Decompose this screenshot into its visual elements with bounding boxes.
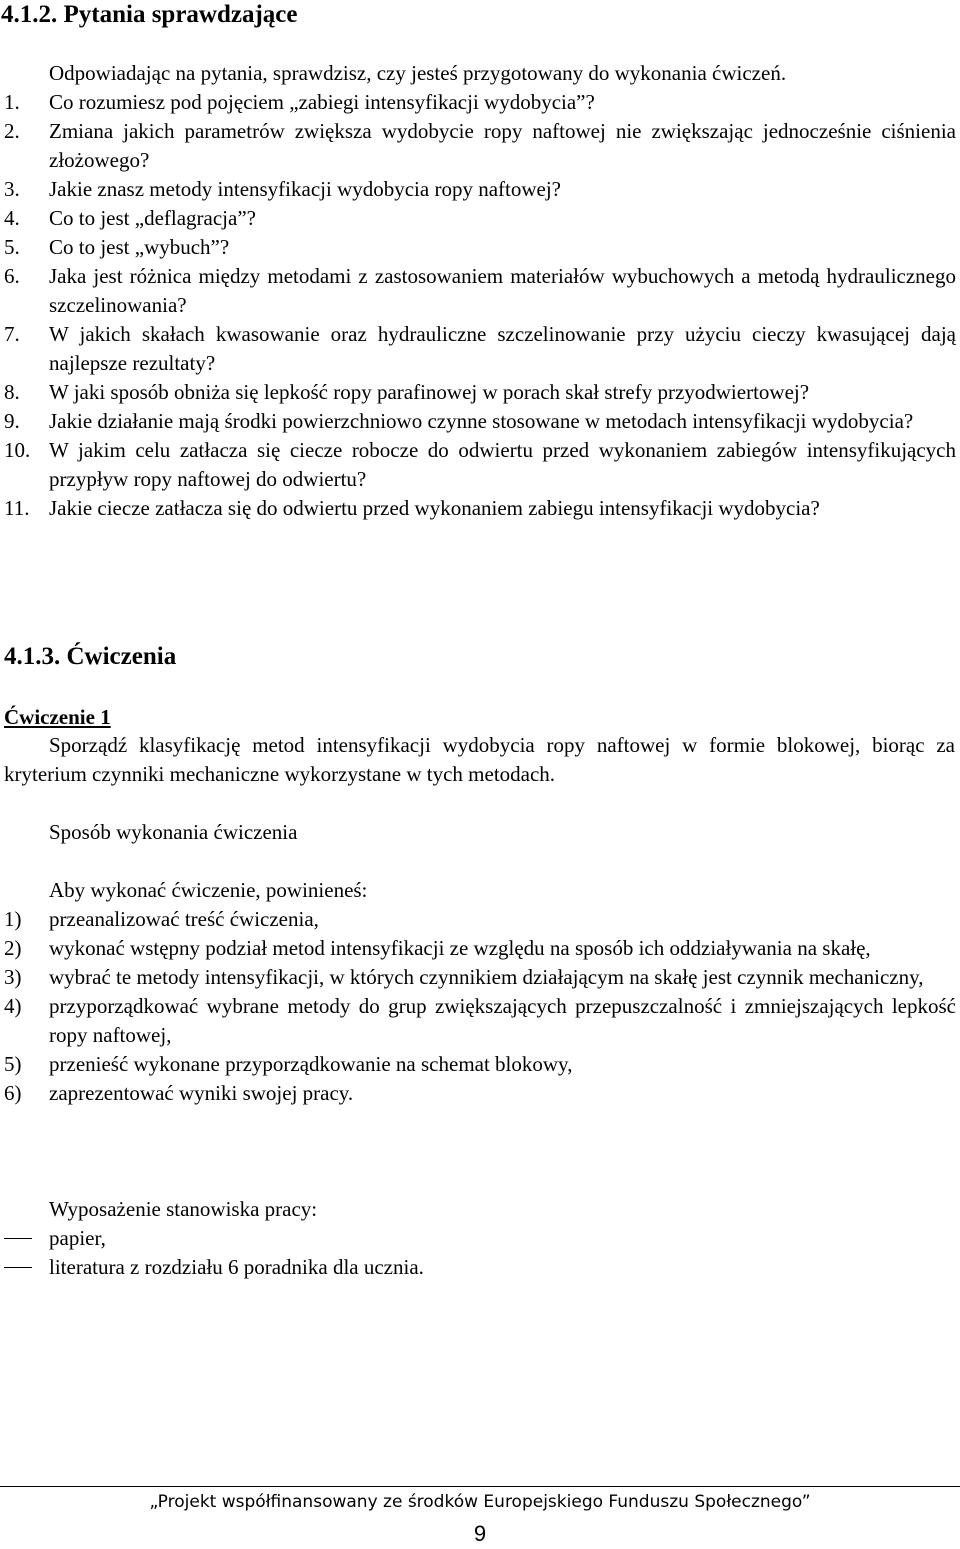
list-item	[4, 1224, 904, 1253]
step-text: przeanalizować treść ćwiczenia,	[49, 907, 319, 931]
question-number: 4.	[4, 206, 20, 230]
question-number: 5.	[4, 235, 20, 259]
step-text: wykonać wstępny podział metod intensyfikacji ze względu na sposób ich oddziaływania na skałę,	[49, 936, 871, 960]
list-item	[4, 905, 956, 934]
footer-divider	[0, 1486, 960, 1487]
dash-bullet	[4, 1238, 32, 1239]
question-text: Jakie działanie mają środki powierzchniowo czynne stosowane w metodach intensyfikacji wydobycia?	[49, 409, 914, 433]
equipment-heading: Wyposażenie stanowiska pracy:	[49, 1197, 318, 1221]
list-item	[4, 963, 956, 992]
step-number: 3)	[4, 965, 22, 989]
question-text: Co rozumiesz pod pojęciem „zabiegi intensyfikacji wydobycia”?	[49, 90, 595, 114]
question-text: Jakie znasz metody intensyfikacji wydobycia ropy naftowej?	[49, 177, 561, 201]
question-text: Jakie ciecze zatłacza się do odwiertu przed wykonaniem zabiegu intensyfikacji wydobycia?	[49, 496, 820, 520]
question-number: 7.	[4, 322, 20, 346]
dash-bullet	[4, 1267, 32, 1268]
question-number: 2.	[4, 119, 20, 143]
question-number: 8.	[4, 380, 20, 404]
list-item	[4, 378, 956, 407]
step-text: przenieść wykonane przyporządkowanie na schemat blokowy,	[49, 1052, 573, 1076]
exercises-title: 4.1.3. Ćwiczenia	[4, 643, 177, 670]
question-text: Co to jest „wybuch”?	[49, 235, 230, 259]
steps-intro: Aby wykonać ćwiczenie, powinieneś:	[49, 878, 368, 902]
question-number: 6.	[4, 264, 20, 288]
equipment-item: literatura z rozdziału 6 poradnika dla ucznia.	[49, 1255, 424, 1279]
question-number: 11.	[4, 496, 30, 520]
question-text: W jaki sposób obniża się lepkość ropy parafinowej w porach skał strefy przyodwiertowej?	[49, 380, 810, 404]
list-item	[4, 117, 956, 175]
question-number: 3.	[4, 177, 20, 201]
step-number: 4)	[4, 994, 22, 1018]
question-number: 9.	[4, 409, 20, 433]
intro-paragraph: Odpowiadając na pytania, sprawdzisz, czy jesteś przygotowany do wykonania ćwiczeń.	[49, 61, 787, 85]
exercise-description: Sporządź klasyfikację metod intensyfikacji wydobycia ropy naftowej w formie blokowej, biorąc za kryterium czynniki mechaniczne wykorzystane w tych metodach.	[4, 733, 955, 786]
list-item	[4, 992, 956, 1050]
list-item	[4, 1253, 904, 1282]
list-item	[4, 204, 956, 233]
list-item	[4, 1079, 956, 1108]
list-item	[4, 1050, 956, 1079]
question-text: Zmiana jakich parametrów zwiększa wydobycie ropy naftowej nie zwiększając jednocześnie ciśnienia złożowego?	[49, 119, 956, 172]
list-item	[4, 233, 956, 262]
list-item	[4, 175, 956, 204]
list-item	[4, 88, 956, 117]
step-text: wybrać te metody intensyfikacji, w których czynnikiem działającym na skałę jest czynnik mechaniczny,	[49, 965, 924, 989]
page-number: 9	[473, 1521, 487, 1546]
equipment-item: papier,	[49, 1226, 106, 1250]
question-number: 10.	[4, 438, 31, 462]
step-number: 5)	[4, 1052, 22, 1076]
list-item	[4, 262, 956, 320]
method-heading: Sposób wykonania ćwiczenia	[49, 820, 298, 844]
equipment-list	[4, 1224, 904, 1282]
step-number: 1)	[4, 907, 22, 931]
question-number: 1.	[4, 90, 20, 114]
steps-list	[4, 905, 956, 1108]
questions-list	[4, 88, 956, 523]
exercise-title: Ćwiczenie 1	[4, 705, 111, 729]
list-item	[4, 436, 956, 494]
question-text: W jakich skałach kwasowanie oraz hydrauliczne szczelinowanie przy użyciu cieczy kwasującej dają najlepsze rezultaty?	[49, 322, 956, 375]
step-number: 2)	[4, 936, 22, 960]
list-item	[4, 934, 956, 963]
step-number: 6)	[4, 1081, 22, 1105]
list-item	[4, 320, 956, 378]
footer-text: „Projekt współfinansowany ze środków Europejskiego Funduszu Społecznego”	[149, 1492, 811, 1512]
list-item	[4, 407, 956, 436]
question-text: W jakim celu zatłacza się ciecze robocze do odwiertu przed wykonaniem zabiegów intensyfikujących przypływ ropy naftowej do odwiertu?	[49, 438, 956, 491]
step-text: zaprezentować wyniki swojej pracy.	[49, 1081, 354, 1105]
list-item	[4, 494, 956, 523]
section-title: 4.1.2. Pytania sprawdzające	[1, 1, 298, 28]
question-text: Jaka jest różnica między metodami z zastosowaniem materiałów wybuchowych a metodą hydraulicznego szczelinowania?	[49, 264, 956, 317]
question-text: Co to jest „deflagracja”?	[49, 206, 256, 230]
step-text: przyporządkować wybrane metody do grup zwiększających przepuszczalność i zmniejszających lepkość ropy naftowej,	[49, 994, 956, 1047]
